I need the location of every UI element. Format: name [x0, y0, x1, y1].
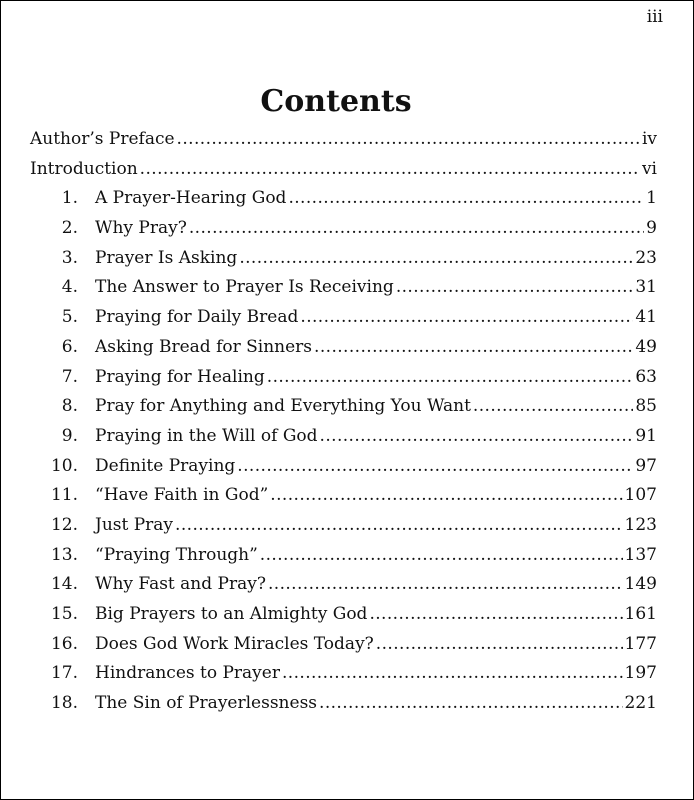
chapter-title: Just Pray: [95, 514, 174, 535]
chapter-title: A Prayer-Hearing God: [95, 188, 287, 209]
dot-leader: [237, 452, 633, 482]
chapter-page: 177: [624, 633, 657, 654]
chapter-page: 63: [635, 366, 657, 387]
chapter-page: 137: [624, 544, 657, 565]
toc-entry-page: vi: [641, 158, 657, 179]
page-title: Contents: [260, 84, 412, 119]
dot-leader: [267, 363, 634, 393]
toc-chapter-entry: [30, 481, 657, 511]
toc-entry-authors-preface: [30, 125, 657, 155]
toc-chapter-entry: [30, 392, 657, 422]
dot-leader: [140, 155, 640, 185]
toc-entry-page: iv: [641, 129, 657, 149]
chapter-number: 6.: [61, 336, 78, 357]
toc-chapter-entry: [30, 659, 657, 689]
chapter-number: 2.: [61, 218, 78, 239]
dot-leader: [268, 570, 623, 600]
toc-chapter-entry: [30, 422, 657, 452]
chapter-number: 13.: [50, 544, 78, 565]
chapter-page: 31: [635, 277, 657, 298]
dot-leader: [369, 600, 622, 630]
chapter-number: 18.: [50, 693, 78, 714]
chapter-page: 221: [624, 693, 657, 714]
chapter-title: Asking Bread for Sinners: [95, 336, 313, 357]
dot-leader: [175, 511, 623, 541]
chapter-page: 1: [646, 188, 657, 209]
chapter-number: 4.: [61, 277, 78, 298]
toc-chapter-entry: [30, 600, 657, 630]
toc-chapter-entry: [30, 452, 657, 482]
dot-leader: [396, 273, 634, 303]
dot-leader: [260, 541, 623, 571]
toc-chapter-entry: [30, 244, 657, 274]
chapter-title: Why Fast and Pray?: [95, 574, 266, 595]
chapter-title: “Have Faith in God”: [95, 485, 269, 506]
chapter-number: 1.: [61, 188, 78, 209]
chapter-page: 161: [624, 604, 657, 624]
toc-chapter-entry: [30, 630, 657, 660]
chapter-title: Definite Praying: [95, 455, 236, 476]
toc-chapter-entry: [30, 273, 657, 303]
chapter-number: 11.: [50, 485, 78, 506]
chapter-number: 5.: [61, 307, 78, 328]
toc-chapter-entry: [30, 511, 657, 541]
toc-chapter-entry: [30, 303, 657, 333]
page-number: iii: [646, 7, 663, 27]
dot-leader: [473, 392, 633, 422]
chapter-page: 149: [624, 574, 657, 595]
toc-chapter-entry: [30, 363, 657, 393]
chapter-number: 10.: [50, 455, 78, 476]
chapter-number: 9.: [61, 425, 78, 446]
chapter-number: 16.: [50, 633, 78, 654]
toc-chapter-entry: [30, 689, 657, 719]
dot-leader: [320, 422, 634, 452]
toc-entry-label: Author’s Preface: [30, 129, 175, 149]
chapter-title: Big Prayers to an Almighty God: [95, 604, 368, 624]
chapter-page: 85: [635, 396, 657, 417]
chapter-title: The Sin of Prayerlessness: [95, 693, 318, 714]
toc-chapter-entry: [30, 541, 657, 571]
chapter-title: Praying in the Will of God: [95, 425, 318, 446]
toc-chapter-entry: [30, 570, 657, 600]
chapter-number: 3.: [61, 247, 78, 268]
chapter-title: Prayer Is Asking: [95, 247, 238, 268]
table-of-contents: [30, 125, 657, 719]
chapter-title: Does God Work Miracles Today?: [95, 633, 374, 654]
chapter-number: 14.: [50, 574, 78, 595]
dot-leader: [239, 244, 633, 274]
dot-leader: [189, 214, 644, 244]
chapter-title: Why Pray?: [95, 218, 187, 239]
dot-leader: [270, 481, 622, 511]
chapter-number: 8.: [61, 396, 78, 417]
chapter-page: 197: [624, 663, 657, 684]
chapter-title: Praying for Daily Bread: [95, 307, 299, 328]
dot-leader: [288, 184, 644, 214]
chapter-title: Praying for Healing: [95, 366, 265, 387]
toc-entry-introduction: [30, 155, 657, 185]
toc-chapter-entry: [30, 184, 657, 214]
chapter-page: 9: [646, 218, 657, 239]
dot-leader: [282, 659, 623, 689]
dot-leader: [314, 333, 633, 363]
chapter-title: Hindrances to Prayer: [95, 663, 280, 684]
chapter-number: 15.: [50, 604, 78, 624]
chapter-page: 123: [624, 514, 657, 535]
chapter-number: 17.: [50, 663, 78, 684]
chapter-title: Pray for Anything and Everything You Want: [95, 396, 471, 417]
chapter-title: The Answer to Prayer Is Receiving: [95, 277, 394, 298]
toc-entry-label: Introduction: [30, 158, 138, 179]
dot-leader: [177, 125, 640, 155]
dot-leader: [300, 303, 633, 333]
chapter-page: 107: [624, 485, 657, 506]
toc-chapter-entry: [30, 333, 657, 363]
chapter-page: 91: [635, 425, 657, 446]
chapter-number: 12.: [50, 514, 78, 535]
chapter-page: 97: [635, 455, 657, 476]
chapter-page: 49: [635, 336, 657, 357]
toc-chapter-entry: [30, 214, 657, 244]
chapter-title: “Praying Through”: [95, 544, 258, 565]
dot-leader: [376, 630, 623, 660]
chapter-page: 23: [635, 247, 657, 268]
chapter-number: 7.: [61, 366, 78, 387]
chapter-page: 41: [635, 307, 657, 328]
dot-leader: [319, 689, 623, 719]
